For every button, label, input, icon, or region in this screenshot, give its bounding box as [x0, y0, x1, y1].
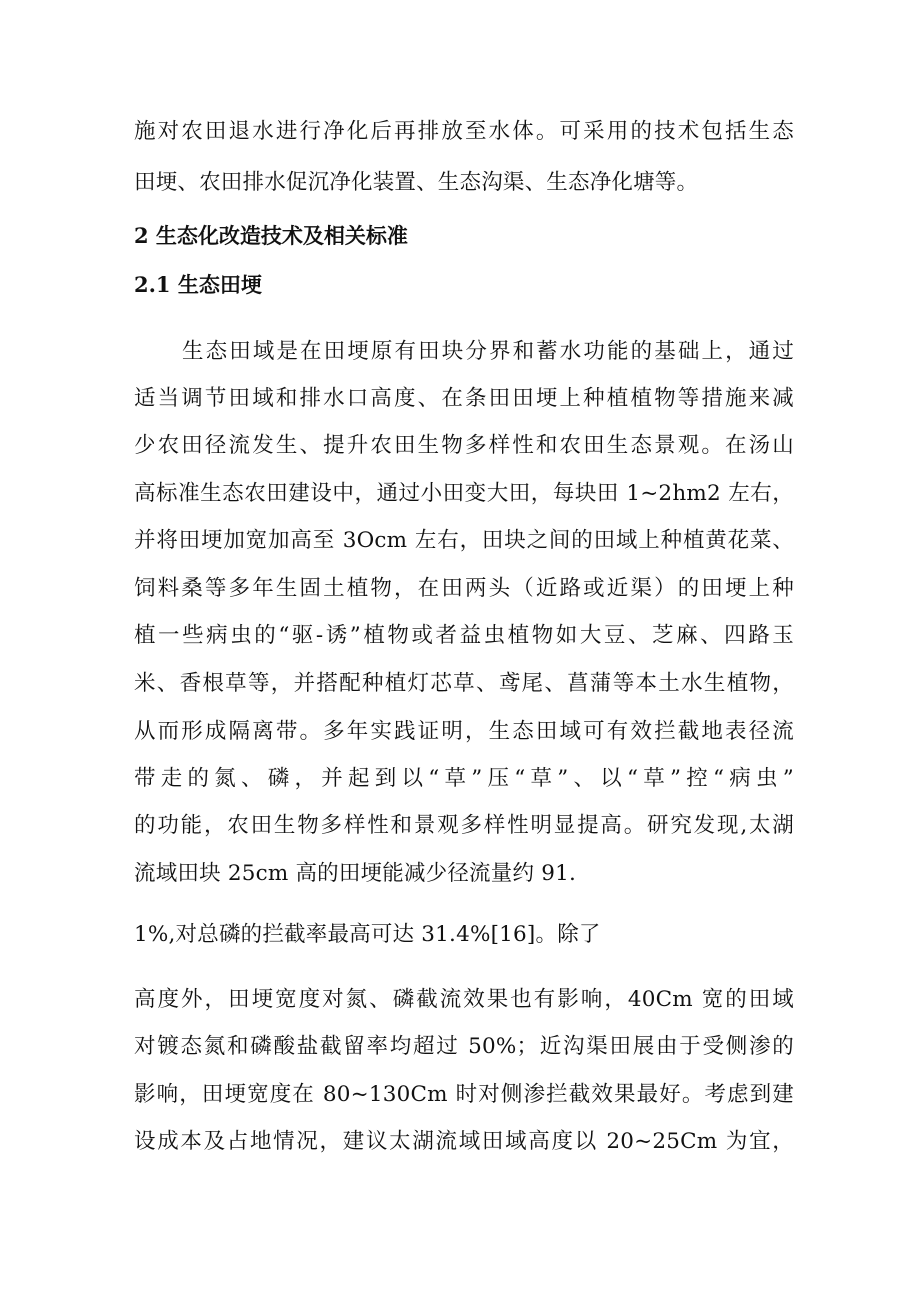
paragraph-line-5: 并将田埂加宽加高至 3Ocm 左右，田块之间的田域上种植黄花菜、: [134, 528, 794, 553]
section-2-heading: 2 生态化改造技术及相关标准: [134, 223, 408, 248]
paragraph-line-11: 的功能，农田生物多样性和景观多样性明显提高。研究发现,太湖: [134, 813, 794, 838]
intro-line-2: 田埂、农田排水促沉净化装置、生态沟渠、生态净化塘等。: [134, 170, 699, 195]
paragraph-line-2: 适当调节田域和排水口高度、在条田田埂上种植植物等措施来减: [134, 386, 794, 411]
paragraph-line-6: 饲料桑等多年生固土植物，在田两头（近路或近渠）的田埂上种: [134, 576, 794, 601]
paragraph-line-12: 流域田块 25cm 高的田埂能减少径流量约 91.: [134, 861, 576, 886]
paragraph-line-1: 生态田域是在田埂原有田块分界和蓄水功能的基础上，通过: [182, 339, 794, 364]
section-2-1-heading: 2.1 生态田埂: [134, 272, 262, 297]
paragraph-line-7: 植一些病虫的“驱-诱”植物或者益虫植物如大豆、芝麻、四路玉: [134, 623, 794, 648]
paragraph2-line-4: 设成本及占地情况，建议太湖流域田域高度以 20~25Cm 为宜，: [134, 1129, 794, 1154]
paragraph-broken-line: 1%,对总磷的拦截率最高可达 31.4%[16]。除了: [134, 922, 601, 947]
paragraph-line-10: 带走的氮、磷，并起到以“草”压“草”、以“草”控“病虫”: [134, 766, 794, 791]
paragraph-line-4: 高标准生态农田建设中，通过小田变大田，每块田 1~2hm2 左右，: [134, 481, 794, 506]
paragraph2-line-3: 影响，田埂宽度在 80~130Cm 时对侧渗拦截效果最好。考虑到建: [134, 1082, 794, 1107]
paragraph-line-9: 从而形成隔离带。多年实践证明，生态田域可有效拦截地表径流: [134, 719, 794, 744]
paragraph2-line-2: 对镀态氮和磷酸盐截留率均超过 50%；近沟渠田展由于受侧渗的: [134, 1034, 794, 1059]
paragraph-line-8: 米、香根草等，并搭配种植灯芯草、鸢尾、菖蒲等本土水生植物，: [134, 671, 794, 696]
paragraph-line-3: 少农田径流发生、提升农田生物多样性和农田生态景观。在汤山: [134, 433, 794, 458]
paragraph2-line-1: 高度外，田埂宽度对氮、磷截流效果也有影响，40Cm 宽的田域: [134, 987, 794, 1012]
intro-line-1: 施对农田退水进行净化后再排放至水体。可采用的技术包括生态: [134, 119, 794, 144]
